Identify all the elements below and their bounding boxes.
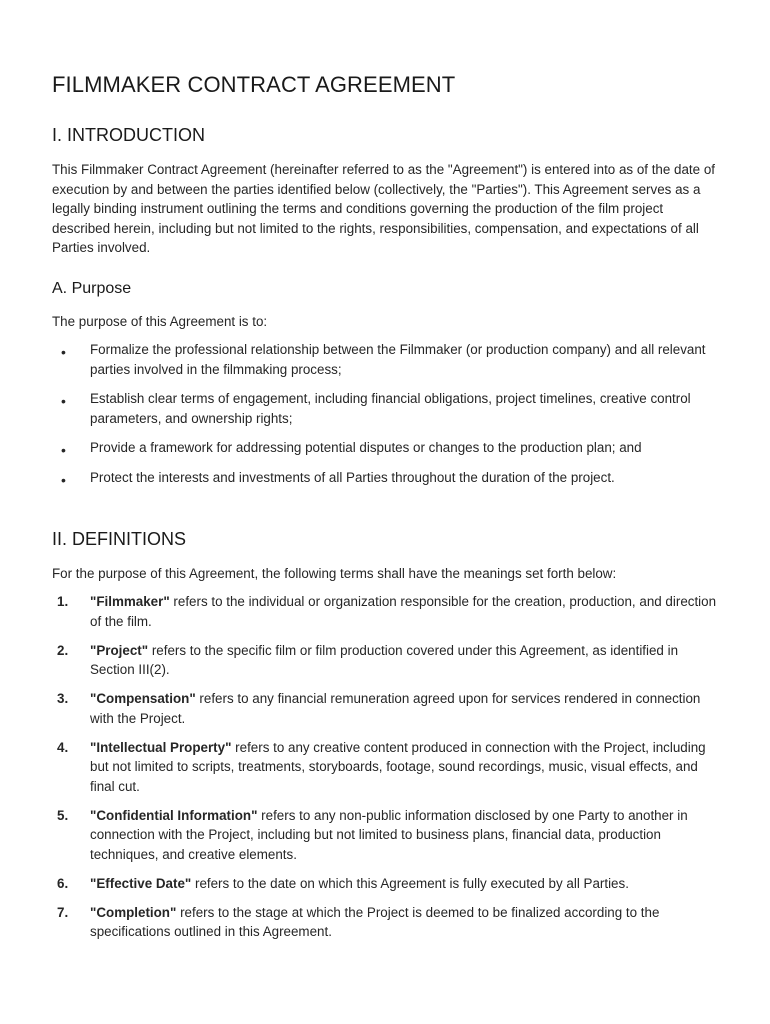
definition-number: 2.	[57, 642, 69, 658]
definition-number: 6.	[57, 875, 69, 891]
definitions-lead-text: For the purpose of this Agreement, the following terms shall have the meanings set forth below:	[52, 566, 617, 581]
definition-text: refers to any financial remuneration agreed upon for services rendered in connection with the Project.	[90, 691, 701, 726]
definition-term: "Confidential Information"	[90, 807, 258, 823]
definition-number: 5.	[57, 807, 69, 823]
purpose-lead-text: The purpose of this Agreement is to:	[52, 314, 268, 329]
definition-term: "Intellectual Property"	[90, 739, 232, 755]
definition-text: refers to the stage at which the Project is deemed to be finalized according to the specifications outlined in this Agreement.	[90, 904, 660, 939]
definition-term: "Filmmaker"	[90, 594, 170, 609]
section-heading-definitions: II. DEFINITIONS	[52, 529, 187, 549]
definition-number: 7.	[57, 904, 69, 920]
purpose-item-text: Protect the interests and investments of all Parties throughout the duration of the project.	[90, 469, 615, 485]
definition-term: "Completion"	[90, 904, 177, 920]
definition-term: "Project"	[90, 642, 149, 658]
purpose-item-text: Formalize the professional relationship between the Filmmaker (or production company) and all relevant parties involved in the filmmaking process;	[90, 342, 706, 377]
purpose-list-item	[52, 438, 722, 458]
document-title: FILMMAKER CONTRACT AGREEMENT	[52, 72, 456, 97]
introduction-paragraph: This Filmmaker Contract Agreement (hereinafter referred to as the "Agreement") is entered into as of the date of execution by and between the parties identified below (collectively, the "Parties"). This Agreement serves as a legally binding instrument outlining the terms and conditions governing the production of the film project described herein, including but not limited to the rights, responsibilities, compensation, and expectations of all Parties involved.	[52, 162, 715, 255]
purpose-item-text: Establish clear terms of engagement, including financial obligations, project timelines, creative control parameters, and ownership rights;	[90, 391, 691, 426]
bullet-icon: •	[61, 344, 66, 360]
bullet-icon: •	[61, 442, 66, 458]
section-heading-introduction: I. INTRODUCTION	[52, 125, 205, 145]
definition-item	[52, 903, 722, 942]
purpose-list-item	[52, 389, 722, 428]
definition-text: refers to the date on which this Agreement is fully executed by all Parties.	[191, 875, 629, 891]
definition-text: refers to any creative content produced in connection with the Project, including but not limited to scripts, treatments, storyboards, footage, sound recordings, music, visual effects, and final cut.	[90, 739, 706, 794]
bullet-icon: •	[61, 471, 66, 488]
definition-number: 1.	[57, 594, 69, 609]
purpose-list-item	[52, 340, 722, 379]
definition-item	[52, 689, 722, 728]
definition-term: "Effective Date"	[90, 875, 192, 891]
definitions-list	[52, 592, 722, 951]
definition-item	[52, 738, 722, 797]
subsection-heading-purpose: A. Purpose	[52, 280, 132, 297]
definition-item	[52, 592, 722, 631]
definition-text: refers to the individual or organization responsible for the creation, production, and direction of the film.	[90, 594, 717, 629]
definition-item	[52, 806, 722, 865]
definition-number: 4.	[57, 739, 69, 755]
bullet-icon: •	[61, 393, 66, 409]
definition-item	[52, 874, 722, 894]
definition-term: "Compensation"	[90, 691, 196, 706]
definition-text: refers to any non-public information disclosed by one Party to another in connection with the Project, including but not limited to business plans, financial data, production techniques, and creative elements.	[90, 807, 688, 862]
definition-number: 3.	[57, 691, 69, 706]
definition-item	[52, 641, 722, 680]
definition-text: refers to the specific film or film production covered under this Agreement, as identified in Section III(2).	[90, 642, 679, 677]
purpose-item-text: Provide a framework for addressing potential disputes or changes to the production plan; and	[90, 440, 642, 455]
purpose-list-item	[52, 468, 722, 488]
purpose-list	[52, 340, 722, 497]
